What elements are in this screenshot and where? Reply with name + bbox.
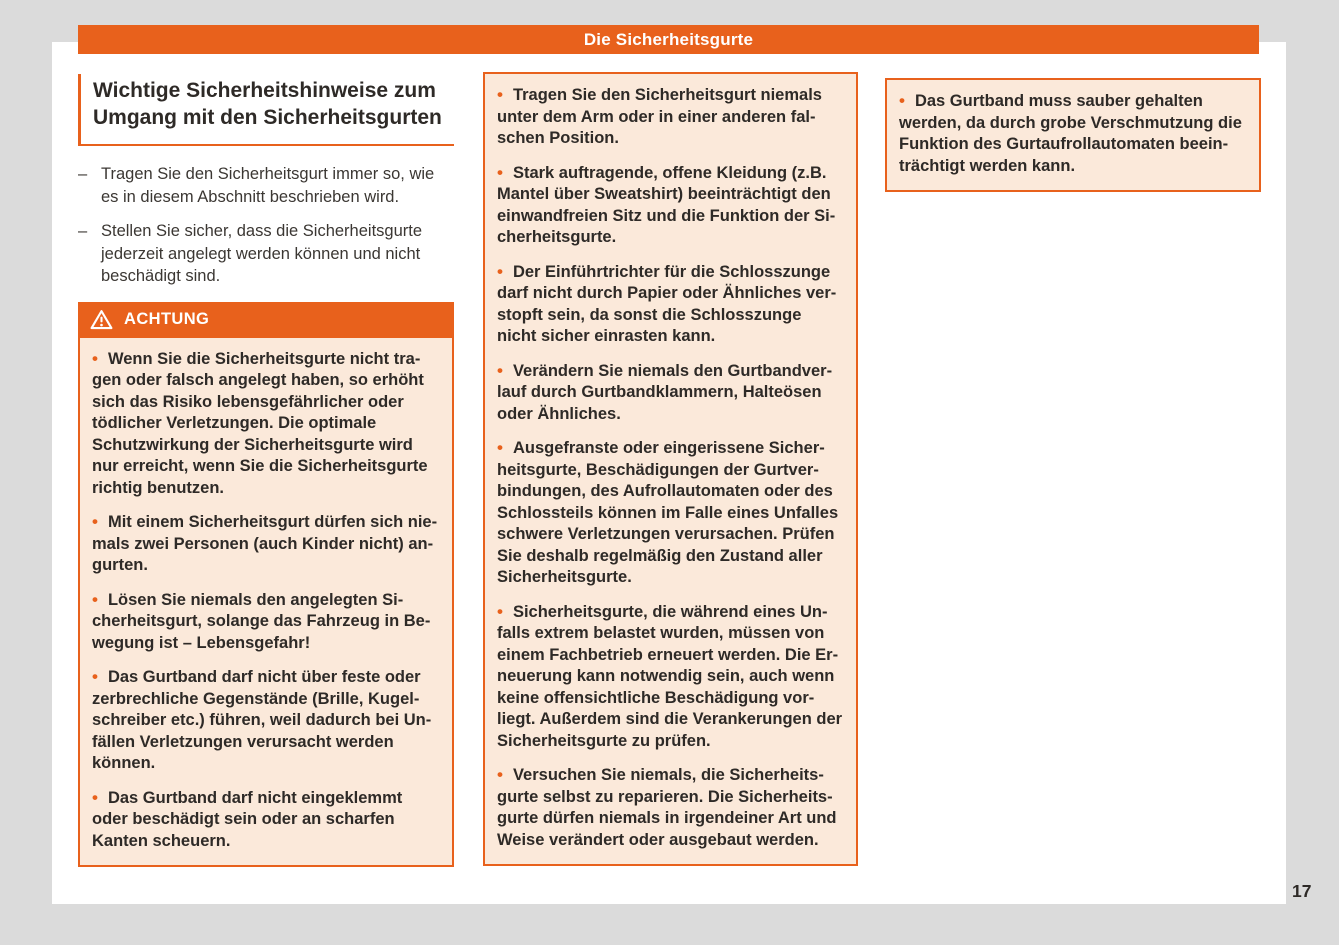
list-item-text: Stellen Sie sicher, dass die Sicherheitsgurte jederzeit angelegt werden können und nicht beschädigt sind.	[101, 222, 423, 285]
chapter-title-bar	[78, 25, 1259, 54]
warning-item-text: Lösen Sie niemals den angelegten Sicherheitsgurt, solange das Fahrzeug in Bewegung ist – Lebensgefahr!	[92, 590, 431, 652]
bullet-icon: •	[899, 91, 905, 110]
warning-item-text: Versuchen Sie niemals, die Sicherheitsgurte selbst zu reparieren. Die Sicherheitsgurte dürfen niemals in irgendeiner Art und Weise verändert oder ausgebaut werden.	[497, 766, 837, 849]
list-item	[78, 163, 454, 208]
bullet-icon: •	[497, 438, 503, 457]
list-item	[78, 220, 454, 288]
bullet-icon: •	[497, 360, 503, 380]
list-item-text: Tragen Sie den Sicherheitsgurt immer so, wie es in diesem Abschnitt beschrieben wird.	[101, 165, 435, 206]
warning-item-text: Das Gurtband darf nicht eingeklemmt oder beschädigt sein oder an scharfen Kanten scheuern.	[92, 788, 403, 850]
warning-item	[497, 84, 844, 150]
bullet-icon: •	[92, 787, 98, 807]
warning-item-text: Sicherheitsgurte, die während eines Unfalls extrem belastet wurden, müssen von einem Fachbetrieb erneuert werden. Die Erneuerung kann notwendig sein, auch wenn keine offensichtliche Beschädigung vorliegt. Außerdem sind die Verankerungen der Sicherheitsgurte zu prüfen.	[497, 602, 843, 750]
warning-box-continued	[483, 72, 858, 866]
bullet-icon: •	[497, 85, 503, 104]
warning-triangle-icon	[90, 309, 113, 330]
middle-column	[483, 72, 858, 866]
warning-item	[92, 511, 440, 577]
bullet-icon: •	[92, 589, 98, 609]
warning-box-body	[78, 338, 454, 868]
warning-item	[497, 162, 844, 249]
dash-bullet: –	[78, 165, 88, 183]
warning-item-text: Ausgefranste oder eingerissene Sicherheitsgurte, Beschädigungen der Gurtverbindungen, des Aufrollautomaten oder des Schlossteils können im Falle eines Unfalles schwere Verletzungen verursachen. Prüfen Sie deshalb regelmäßig den Zustand aller Sicherheitsgurte.	[497, 439, 839, 586]
warning-item	[92, 589, 440, 655]
warning-item-text: Das Gurtband muss sauber gehalten werden, da durch grobe Verschmutzung die Funktion des Gurtaufrollautomaten beeinträchtigt werden kann.	[899, 92, 1242, 175]
dash-bullet: –	[78, 222, 88, 240]
warning-item	[497, 261, 844, 348]
warning-item	[899, 90, 1247, 177]
bullet-icon: •	[92, 512, 98, 531]
bullet-icon: •	[92, 667, 98, 686]
warning-item	[497, 764, 844, 851]
warning-item	[497, 601, 844, 753]
warning-item	[92, 348, 440, 500]
warning-item-text: Der Einführtrichter für die Schlosszunge darf nicht durch Papier oder Ähnliches verstopft sein, da sonst die Schlosszunge nicht sicher einrasten kann.	[497, 262, 837, 345]
bullet-icon: •	[497, 601, 503, 621]
warning-item-text: Stark auftragende, offene Kleidung (z.B. Mantel über Sweatshirt) beeinträchtigt den einwandfreien Sitz und die Funktion der Sicherheitsgurte.	[497, 163, 836, 246]
warning-item-text: Mit einem Sicherheitsgurt dürfen sich niemals zwei Personen (auch Kinder nicht) angurten.	[92, 513, 438, 574]
left-column	[78, 74, 454, 867]
right-column	[885, 78, 1261, 192]
instruction-list	[78, 163, 454, 288]
warning-item	[92, 787, 440, 853]
bullet-icon: •	[92, 348, 98, 368]
bullet-icon: •	[497, 162, 503, 182]
warning-box-title: ACHTUNG	[124, 310, 210, 328]
warning-item	[92, 666, 440, 775]
chapter-title: Die Sicherheitsgurte	[583, 29, 754, 49]
warning-item-text: Verändern Sie niemals den Gurtbandverlauf durch Gurtbandklammern, Halteösen oder Ähnliches.	[497, 361, 833, 423]
page-number: 17	[1292, 881, 1312, 901]
warning-item	[497, 360, 844, 426]
warning-item-text: Tragen Sie den Sicherheitsgurt niemals unter dem Arm oder in einer anderen falschen Position.	[497, 86, 822, 147]
warning-item-text: Das Gurtband darf nicht über feste oder zerbrechliche Gegenstände (Brille, Kugelschreiber etc.) führen, weil dadurch bei Unfällen Verletzungen verursacht werden können.	[92, 668, 432, 772]
warning-item	[497, 437, 844, 589]
bullet-icon: •	[497, 261, 503, 281]
warning-box	[78, 302, 454, 868]
warning-item-text: Wenn Sie die Sicherheitsgurte nicht tragen oder falsch angelegt haben, so erhöht sich das Risiko lebensgefährlicher oder tödlicher Verletzungen. Die optimale Schutzwirkung der Sicherheitsgurte wird nur erreicht, wenn Sie die Sicherheitsgurte richtig benutzen.	[92, 349, 428, 497]
bullet-icon: •	[497, 765, 503, 784]
warning-box-continued	[885, 78, 1261, 192]
warning-box-header	[78, 302, 454, 338]
section-heading: Wichtige Sicherheitshinweise zum Umgang mit den Sicherheitsgurten	[78, 74, 454, 146]
